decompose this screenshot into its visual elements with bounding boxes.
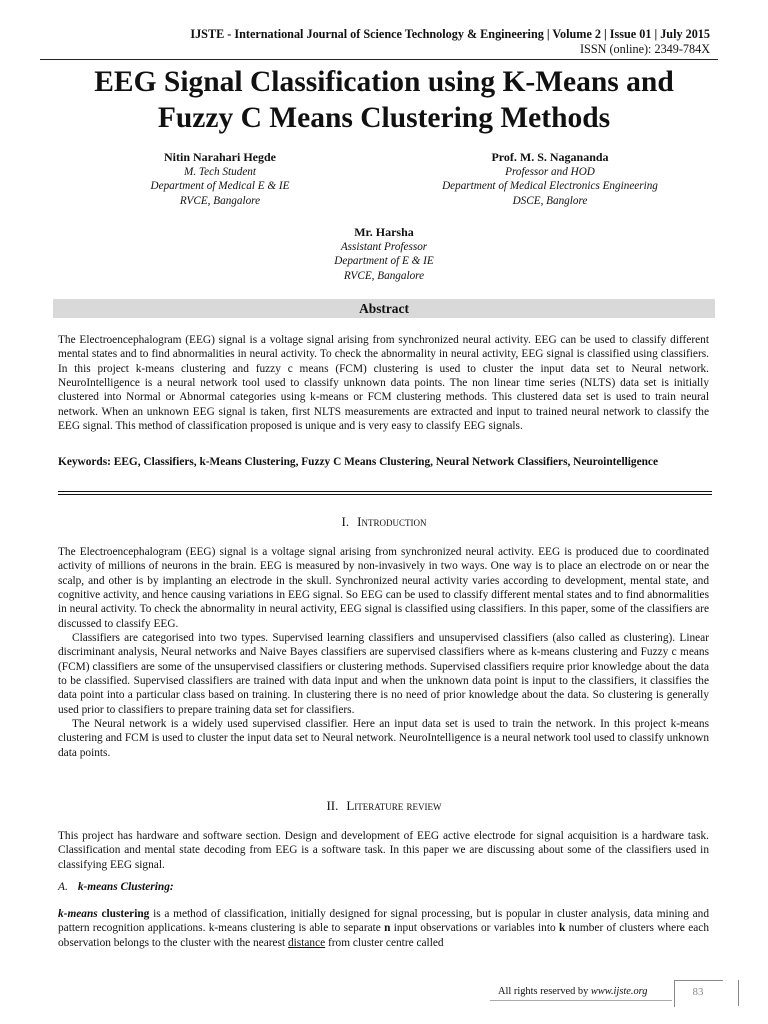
author-institution: DSCE, Banglore [512,194,588,207]
subsection-letter: A. [58,881,68,893]
intro-paragraph: Classifiers are categorised into two types. Supervised learning classifiers and unsupervised classifiers (also called as clustering). Linear discriminant analysis, Neural networks and Naive Bayes classifiers are supervised classifiers where as k-means clustering and Fuzzy c means (FCM) classifiers are some of the unsupervised classifiers or clustering methods. Supervised classifiers require prior knowledge about the data to be classified. Supervised classifiers are trained with data input and when the unknown data point is input to the classifiers, it classifies the data point into a particular class based on training. In clustering there is no need of prior knowledge about the data. So clustering is generally used prior to classifiers to prepare training data set for classifiers. [58,632,709,716]
intro-paragraph: The Neural network is a widely used supervised classifier. Here an input data set is used to train the network. In this project k-means clustering and FCM is used to cluster the input data set to Neural network. NeuroIntelligence is a neural network tool used to classify unknown data points. [58,718,709,759]
title-line-1: EEG Signal Classification using K-Means and [94,66,674,98]
kmeans-paragraph [58,907,709,950]
section-heading-literature-review [40,798,728,814]
author-role: M. Tech Student [184,165,256,178]
kmeans-body [58,907,709,950]
distance-link[interactable]: distance [287,936,326,949]
footer-rights-text: All rights reserved by [498,986,591,997]
kmeans-text-4: from cluster centre called [325,936,444,949]
footer-rule [490,1000,672,1001]
subsection-title: k-means Clustering: [77,881,174,893]
author-name: Mr. Harsha [354,225,414,239]
author-block [274,225,494,283]
section-number: I. [341,514,350,529]
literature-body [58,829,709,872]
section-heading-introduction [40,514,728,530]
author-name: Nitin Narahari Hegde [164,150,276,164]
page-number: 83 [692,986,704,998]
author-department: Department of Medical E & IE [150,180,290,192]
n-symbol: n [384,922,391,935]
introduction-body [58,545,709,760]
kmeans-term: k-means [58,908,98,920]
journal-header [40,27,710,56]
journal-citation: IJSTE - International Journal of Science Technology & Engineering | Volume 2 | Issue 01 | July 2015 [190,27,710,41]
page-corner-decoration [722,980,739,1006]
title-line-2: Fuzzy C Means Clustering Methods [157,102,611,134]
author-name: Prof. M. S. Nagananda [491,150,609,164]
keywords: Keywords: EEG, Classifiers, k-Means Clustering, Fuzzy C Means Clustering, Neural Network Classifiers, Neurointelligence [58,456,659,468]
abstract-heading: Abstract [53,299,715,318]
abstract-paragraph: The Electroencephalogram (EEG) signal is a voltage signal arising from synchronized neural activity. EEG can be used to classify different mental states and to find abnormalities in neural activity. To check the abnormality in neural activity, EEG signal is classified using classifiers. In this project k-means clustering and fuzzy c means (FCM) clustering is used to cluster the input data set to Neural network. NeuroIntelligence is a neural network tool used to classify unknown data points. The non linear time series (NLTS) data set is initially clustered into Normal or Abnormal categories using k-means or FCM clustering methods. This clustered data set is used to train neural network. When an unknown EEG signal is taken, first NLTS measurements are extracted and input to trained neural network to classify the EEG signal. This method of classification proposed is unique and is very easy to classify EEG signals. [58,334,709,433]
author-block [410,150,690,208]
author-role: Professor and HOD [505,165,595,178]
footer-rights [498,985,648,998]
kmeans-text-3: number of clusters where each observation belongs to the cluster with the nearest [58,922,710,949]
abstract-divider [58,491,712,495]
author-institution: RVCE, Bangalore [179,194,261,207]
author-department: Department of E & IE [334,255,434,267]
author-institution: RVCE, Bangalore [343,269,425,282]
section-number: II. [326,798,339,813]
author-department: Department of Medical Electronics Engineering [442,180,658,192]
footer-url[interactable]: www.ijste.org [590,986,648,997]
kmeans-text-1: is a method of classification, initially designed for signal processing, but is popular in cluster analysis, data mining and pattern recognition applications. k-means clustering is able to separate [58,908,709,935]
kmeans-text-2: input observations or variables into [390,922,559,935]
subsection-heading [58,881,174,893]
author-role: Assistant Professor [340,240,428,253]
section-title: Introduction [357,514,427,529]
clustering-term: clustering [101,908,150,920]
abstract-text [58,333,709,433]
paper-title [40,64,728,136]
author-block [110,150,330,208]
k-symbol: k [558,922,566,935]
section-title: Literature review [346,798,442,813]
journal-issn: ISSN (online): 2349-784X [580,41,710,56]
header-rule [40,59,718,60]
intro-paragraph: The Electroencephalogram (EEG) signal is a voltage signal arising from synchronized neural activity. EEG is produced due to coordinated activity of millions of neurons in the brain. EEG is measured by non-invasively in two ways. One way is to place an electrode on or near the scalp, and other is by implanting an electrode in the skull. Synchronized neural activity varies according to development, mental state, and cognitive activity, and hence causing variations in EEG signal. So EEG can be used to classify different mental states and to find abnormalities in neural activity. To check the abnormality in neural activity, EEG signal is classified using classifiers. In this paper, some of the classifiers are discussed to classify EEG. [58,546,709,630]
literature-paragraph: This project has hardware and software section. Design and development of EEG active electrode for signal acquisition is a hardware task. Classification and mental state decoding from EEG is a software task. In this paper we are discussing about some of the classifiers used in classifying EEG signal. [58,830,709,871]
